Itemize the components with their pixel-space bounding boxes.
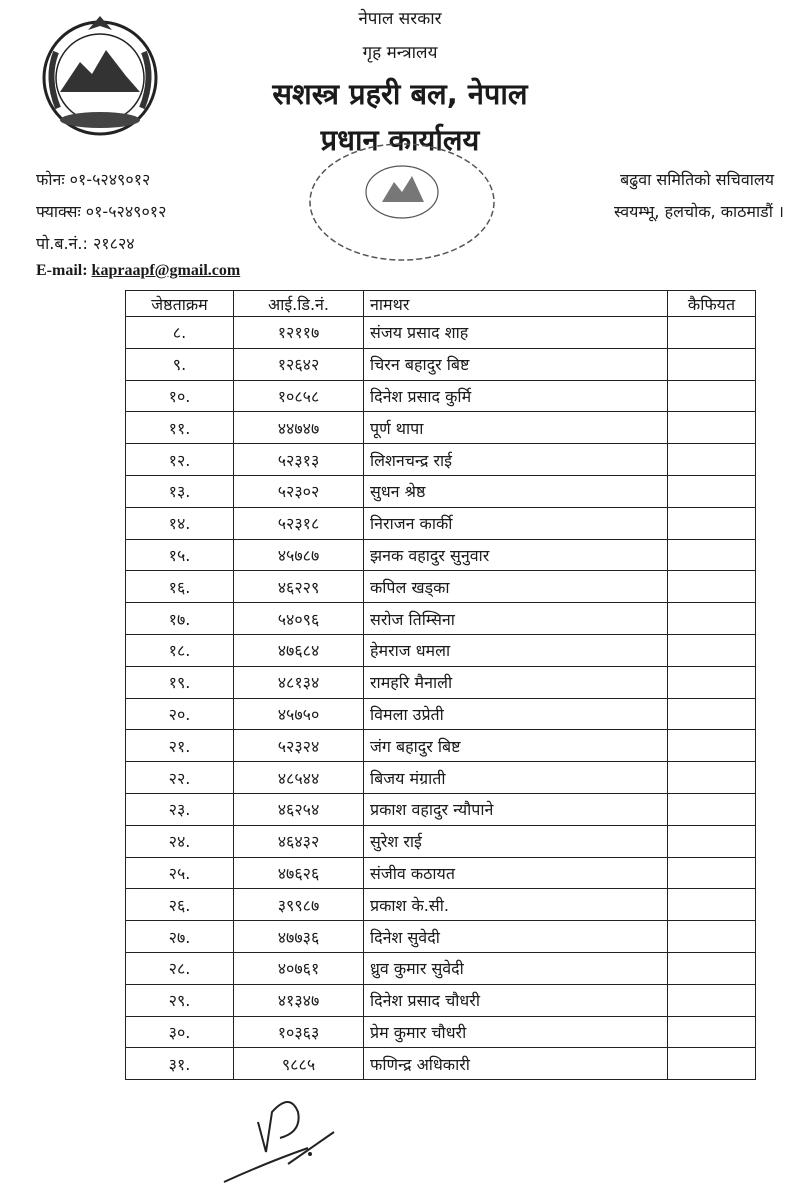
cell-remarks <box>668 317 756 349</box>
cell-remarks <box>668 666 756 698</box>
cell-name: सुधन श्रेष्ठ <box>364 475 668 507</box>
cell-id: ४७७३६ <box>234 921 364 953</box>
cell-rank: १४. <box>126 507 234 539</box>
cell-rank: १५. <box>126 539 234 571</box>
cell-id: ५२३०२ <box>234 475 364 507</box>
cell-rank: २८. <box>126 952 234 984</box>
contact-pobox: पो.ब.नं.: २१८२४ <box>36 234 135 253</box>
table-row <box>126 762 756 794</box>
cell-rank: १३. <box>126 475 234 507</box>
cell-rank: ३१. <box>126 1048 234 1080</box>
cell-rank: २९. <box>126 984 234 1016</box>
contact-email-row <box>36 262 240 280</box>
office-address: स्वयम्भू, हलचोक, काठमाडौं । <box>613 202 784 221</box>
header-id: आई.डि.नं. <box>234 291 364 317</box>
cell-id: ४५७८७ <box>234 539 364 571</box>
cell-name: लिशनचन्द्र राई <box>364 444 668 476</box>
cell-id: ४८५४४ <box>234 762 364 794</box>
table-row <box>126 921 756 953</box>
email-label: E-mail: <box>36 262 88 279</box>
cell-id: ५४०९६ <box>234 603 364 635</box>
cell-rank: ८. <box>126 317 234 349</box>
cell-name: चिरन बहादुर बिष्ट <box>364 348 668 380</box>
cell-name: बिजय मंग्राती <box>364 762 668 794</box>
cell-name: फणिन्द्र अधिकारी <box>364 1048 668 1080</box>
cell-remarks <box>668 1016 756 1048</box>
cell-remarks <box>668 603 756 635</box>
header-office: प्रधान कार्यालय <box>320 123 480 157</box>
cell-name: प्रकाश के.सी. <box>364 889 668 921</box>
office-stamp-icon <box>302 142 502 272</box>
table-row <box>126 603 756 635</box>
cell-remarks <box>668 857 756 889</box>
cell-remarks <box>668 698 756 730</box>
cell-remarks <box>668 475 756 507</box>
table-row <box>126 666 756 698</box>
cell-rank: २१. <box>126 730 234 762</box>
cell-name: दिनेश सुवेदी <box>364 921 668 953</box>
cell-rank: १९. <box>126 666 234 698</box>
cell-name: कपिल खड्का <box>364 571 668 603</box>
cell-remarks <box>668 444 756 476</box>
cell-id: ४६२२९ <box>234 571 364 603</box>
cell-id: ४८१३४ <box>234 666 364 698</box>
cell-rank: २३. <box>126 793 234 825</box>
header-remarks: कैफियत <box>668 291 756 317</box>
cell-remarks <box>668 762 756 794</box>
cell-rank: २२. <box>126 762 234 794</box>
header-name: नामथर <box>364 291 668 317</box>
cell-rank: २०. <box>126 698 234 730</box>
table-row <box>126 793 756 825</box>
cell-remarks <box>668 634 756 666</box>
cell-remarks <box>668 507 756 539</box>
cell-name: प्रकाश वहादुर न्यौपाने <box>364 793 668 825</box>
cell-name: संजय प्रसाद शाह <box>364 317 668 349</box>
table-row <box>126 317 756 349</box>
cell-rank: १२. <box>126 444 234 476</box>
cell-name: विमला उप्रेती <box>364 698 668 730</box>
cell-remarks <box>668 380 756 412</box>
cell-remarks <box>668 730 756 762</box>
cell-id: ५२३२४ <box>234 730 364 762</box>
cell-name: दिनेश प्रसाद कुर्मि <box>364 380 668 412</box>
cell-remarks <box>668 412 756 444</box>
cell-id: ४४७४७ <box>234 412 364 444</box>
cell-remarks <box>668 348 756 380</box>
table-header-row <box>126 291 756 317</box>
table-row <box>126 698 756 730</box>
table-row <box>126 507 756 539</box>
header-rank: जेष्ठताक्रम <box>126 291 234 317</box>
cell-id: ४७६२६ <box>234 857 364 889</box>
cell-remarks <box>668 984 756 1016</box>
header-government: नेपाल सरकार <box>358 9 442 29</box>
cell-id: १२११७ <box>234 317 364 349</box>
cell-name: हेमराज धमला <box>364 634 668 666</box>
table-row <box>126 571 756 603</box>
cell-id: १०८५८ <box>234 380 364 412</box>
cell-rank: ३०. <box>126 1016 234 1048</box>
seniority-table <box>125 290 756 1080</box>
table-row <box>126 825 756 857</box>
signature-icon <box>218 1092 348 1187</box>
cell-rank: १०. <box>126 380 234 412</box>
cell-id: ४५७५० <box>234 698 364 730</box>
cell-id: ५२३१३ <box>234 444 364 476</box>
table-row <box>126 475 756 507</box>
table-row <box>126 857 756 889</box>
cell-name: संजीव कठायत <box>364 857 668 889</box>
table-row <box>126 412 756 444</box>
cell-rank: २६. <box>126 889 234 921</box>
cell-remarks <box>668 1048 756 1080</box>
cell-id: ४६२५४ <box>234 793 364 825</box>
cell-name: पूर्ण थापा <box>364 412 668 444</box>
table-row <box>126 952 756 984</box>
cell-id: ४१३४७ <box>234 984 364 1016</box>
cell-name: रामहरि मैनाली <box>364 666 668 698</box>
office-secretariat: बढुवा समितिको सचिवालय <box>620 170 774 189</box>
cell-remarks <box>668 825 756 857</box>
cell-remarks <box>668 921 756 953</box>
table-row <box>126 984 756 1016</box>
cell-name: जंग बहादुर बिष्ट <box>364 730 668 762</box>
cell-name: सुरेश राई <box>364 825 668 857</box>
cell-id: ४७६८४ <box>234 634 364 666</box>
cell-remarks <box>668 889 756 921</box>
cell-name: दिनेश प्रसाद चौधरी <box>364 984 668 1016</box>
cell-rank: २४. <box>126 825 234 857</box>
cell-id: १०३६३ <box>234 1016 364 1048</box>
cell-remarks <box>668 793 756 825</box>
table-row <box>126 730 756 762</box>
table-body <box>126 317 756 1080</box>
cell-rank: ११. <box>126 412 234 444</box>
cell-id: ४६४३२ <box>234 825 364 857</box>
cell-remarks <box>668 952 756 984</box>
cell-rank: १७. <box>126 603 234 635</box>
cell-name: निराजन कार्की <box>364 507 668 539</box>
table-row <box>126 348 756 380</box>
contact-fax: फ्याक्सः ०१-५२४९०१२ <box>36 202 167 221</box>
cell-name: सरोज तिम्सिना <box>364 603 668 635</box>
cell-rank: १६. <box>126 571 234 603</box>
email-link[interactable]: kapraapf@gmail.com <box>91 262 241 279</box>
table-row <box>126 1048 756 1080</box>
cell-rank: २७. <box>126 921 234 953</box>
cell-id: ३९९८७ <box>234 889 364 921</box>
cell-name: प्रेम कुमार चौधरी <box>364 1016 668 1048</box>
cell-rank: १८. <box>126 634 234 666</box>
table-row <box>126 380 756 412</box>
table-row <box>126 539 756 571</box>
cell-rank: ९. <box>126 348 234 380</box>
cell-name: झनक वहादुर सुनुवार <box>364 539 668 571</box>
table-row <box>126 444 756 476</box>
table-row <box>126 634 756 666</box>
cell-name: ध्रुव कुमार सुवेदी <box>364 952 668 984</box>
cell-id: ९८८५ <box>234 1048 364 1080</box>
cell-id: ४०७६१ <box>234 952 364 984</box>
cell-rank: २५. <box>126 857 234 889</box>
header-organization: सशस्त्र प्रहरी बल, नेपाल <box>272 77 528 111</box>
cell-id: ५२३१८ <box>234 507 364 539</box>
cell-remarks <box>668 571 756 603</box>
header-ministry: गृह मन्त्रालय <box>362 43 438 63</box>
table-row <box>126 1016 756 1048</box>
cell-remarks <box>668 539 756 571</box>
cell-id: १२६४२ <box>234 348 364 380</box>
contact-phone: फोनः ०१-५२४९०१२ <box>36 170 151 189</box>
table-row <box>126 889 756 921</box>
